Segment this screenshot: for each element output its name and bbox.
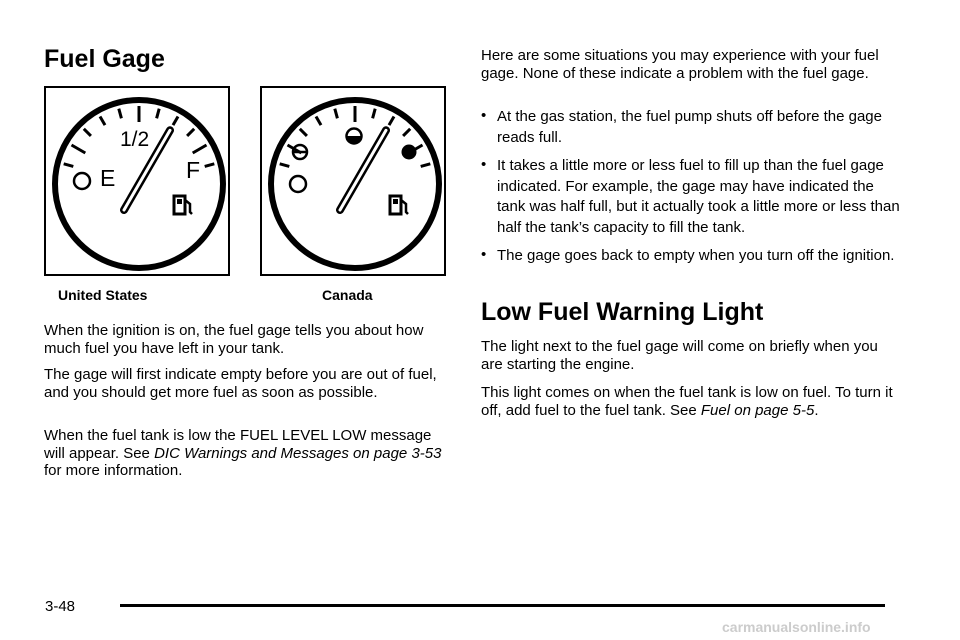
gauge-tick [64,164,74,167]
page-title: Fuel Gage [44,45,165,73]
list-item: • It takes a little more or less fuel to fill up than the fuel gage indicated. For example, the gage may have indicated the tank was half full, but it actually took a little more or less than half the tank’s capacity to fill the tank. [481,156,900,236]
gauge-full-symbol-icon [402,145,417,160]
list-item: • The gage goes back to empty when you turn off the ignition. [481,246,895,264]
low-fuel-warning-light-icon [290,176,306,192]
gauge-tick [316,117,321,126]
gauge-tick [72,145,86,153]
gauge-tick [205,164,215,167]
gauge-tick [157,109,160,119]
gauge-tick [193,145,207,153]
section-heading: Low Fuel Warning Light [481,298,764,326]
gauge-tick [409,215,423,223]
gauge-tick [373,109,376,119]
gauge-tick [280,202,290,205]
paragraph-text: This light comes on when the fuel tank is low on fuel. To turn it off, add fuel to the fuel tank. See [481,384,893,419]
gauge-tick [280,164,290,167]
gauge-tick [421,202,431,205]
paragraph-intro: Here are some situations you may experience with your fuel gage. None of these indicate a problem with the fuel gage. [481,47,879,82]
paragraph-text: for more information. [44,462,183,479]
fuel-link[interactable]: Fuel on page 5-5 [700,401,815,419]
gauge-caption-canada: Canada [322,287,373,303]
gauge-label-half: 1/2 [120,128,150,151]
paragraph-low-message [44,427,454,480]
gauge-tick [205,202,215,205]
gauge-tick [173,117,178,126]
fuel-gauge-canada [260,86,446,276]
fuel-pump-icon [174,196,192,214]
gauge-tick [84,129,91,136]
paragraph-warning-light: The light next to the fuel gage will come on briefly when you are starting the engine. [481,338,878,373]
gauge-tick [72,215,86,223]
gauge-tick [288,215,302,223]
fuel-gauge-us [44,86,230,276]
watermark: carmanualsonline.info [722,619,871,635]
gauge-tick [335,109,338,119]
gauge-tick [64,202,74,205]
dic-warnings-link[interactable]: DIC Warnings and Messages on page 3-53 [154,444,442,462]
situations-list [481,107,901,275]
paragraph-ignition: When the ignition is on, the fuel gage tells you about how much fuel you have left in your tank. [44,322,424,357]
fuel-pump-icon [390,196,408,214]
gauge-caption-us: United States [58,287,148,303]
gauge-empty-symbol-icon [293,145,307,159]
gauge-tick [403,129,410,136]
fuel-gauge-canada-drawing [262,88,444,274]
gauge-label-e: E [100,165,116,191]
gauge-half-symbol-icon [347,129,362,144]
bullet-icon: • [481,156,487,173]
gauge-tick [100,117,105,126]
low-fuel-warning-light-icon [74,173,90,189]
bullet-icon: • [481,107,487,124]
fuel-gauge-us-drawing [46,88,228,274]
paragraph-low-fuel [481,384,901,419]
gauge-tick [193,215,207,223]
gauge-tick [300,129,307,136]
gauge-tick [389,117,394,126]
gauge-tick [421,164,431,167]
list-item: • At the gas station, the fuel pump shuts off before the gage reads full. [481,107,882,146]
gauge-label-f: F [186,157,201,183]
bullet-icon: • [481,246,487,263]
paragraph-text: . [814,401,819,419]
paragraph-text: When the fuel tank is low the FUEL LEVEL LOW message will appear. See [44,427,432,462]
gauge-tick [187,129,194,136]
paragraph-empty: The gage will first indicate empty before you are out of fuel, and you should get more fuel as soon as possible. [44,366,437,401]
page-number: 3-48 [45,598,76,615]
gauge-tick [119,109,122,119]
footer-rule [120,604,885,607]
